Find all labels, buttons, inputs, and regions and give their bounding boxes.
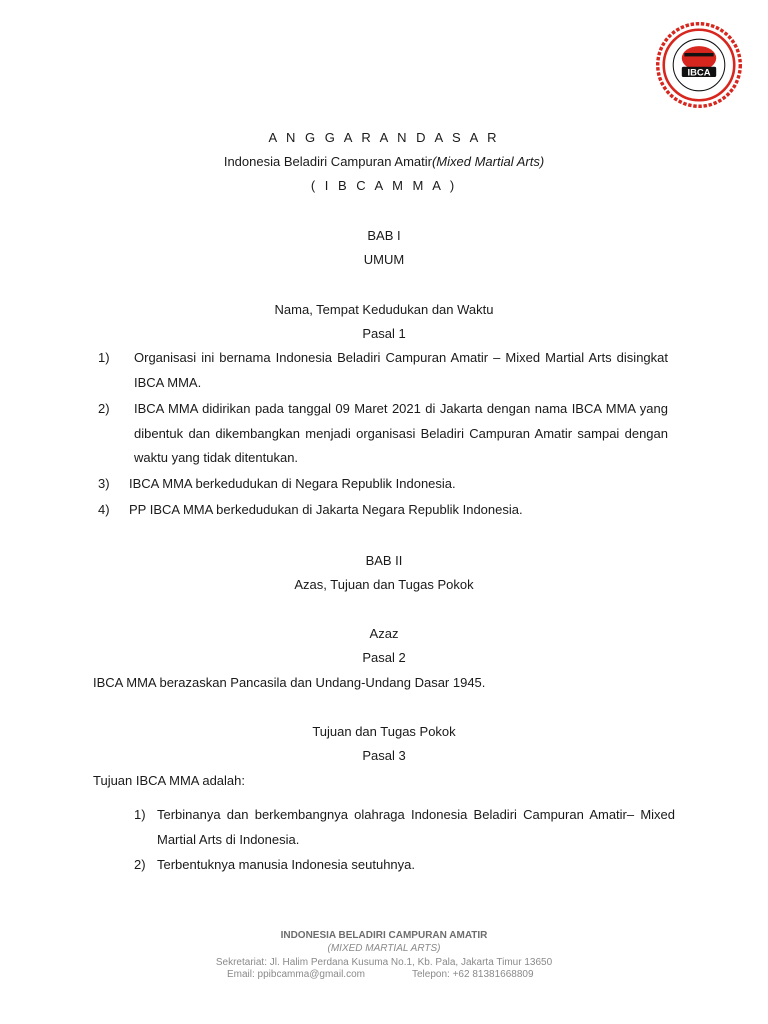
- list-item: [98, 498, 668, 523]
- footer-email: Email: ppibcamma@gmail.com: [227, 969, 365, 980]
- org-name: [0, 154, 768, 170]
- list-item-text: Terbinanya dan berkembangnya olahraga Indonesia Beladiri Campuran Amatir– Mixed Martial Arts di Indonesia.: [157, 807, 675, 847]
- footer-contact-row: [0, 969, 768, 982]
- pasal3-label: Pasal 3: [362, 748, 406, 763]
- pasal2-label: Pasal 2: [362, 650, 406, 665]
- footer-org-sub: (MIXED MARTIAL ARTS): [327, 943, 441, 954]
- list-item: [98, 346, 668, 396]
- list-item-text: PP IBCA MMA berkedudukan di Jakarta Negara Republik Indonesia.: [129, 502, 523, 517]
- list-item-number: 1): [98, 350, 110, 365]
- ibca-logo-icon: [656, 22, 742, 108]
- list-item-number: 1): [134, 807, 146, 822]
- list-item-text: IBCA MMA berkedudukan di Negara Republik Indonesia.: [129, 476, 456, 491]
- list-item: [134, 853, 675, 878]
- bab2-label: BAB II: [365, 553, 403, 568]
- logo-text: IBCA: [687, 67, 711, 79]
- footer-address: Sekretariat: Jl. Halim Perdana Kusuma No.1, Kb. Pala, Jakarta Timur 13650: [215, 957, 553, 968]
- pasal3-intro: Tujuan IBCA MMA adalah:: [93, 773, 245, 788]
- list-item: [98, 472, 668, 497]
- org-name-italic: (Mixed Martial Arts): [431, 154, 545, 169]
- list-item-number: 2): [134, 857, 146, 872]
- bab1-section-title: Nama, Tempat Kedudukan dan Waktu: [274, 302, 494, 317]
- list-item-number: 4): [98, 502, 110, 517]
- pasal1-label: Pasal 1: [362, 326, 406, 341]
- list-item-text: Organisasi ini bernama Indonesia Beladiri Campuran Amatir – Mixed Martial Arts disingkat IBCA MMA.: [134, 350, 668, 390]
- bab1-label: BAB I: [367, 228, 401, 243]
- footer-org-name: INDONESIA BELADIRI CAMPURAN AMATIR: [280, 930, 488, 941]
- list-item-text: Terbentuknya manusia Indonesia seutuhnya.: [157, 857, 416, 872]
- azaz-title: Azaz: [369, 626, 399, 641]
- list-item-number: 2): [98, 401, 110, 416]
- bab1-title: UMUM: [363, 252, 405, 267]
- org-abbrev: ( I B C A M M A ): [310, 178, 458, 193]
- list-item-number: 3): [98, 476, 110, 491]
- footer-phone: Telepon: +62 81381668809: [412, 969, 534, 980]
- list-item: [98, 397, 668, 471]
- list-item: [134, 803, 675, 853]
- pasal2-text: IBCA MMA berazaskan Pancasila dan Undang-Undang Dasar 1945.: [93, 675, 486, 690]
- list-item-text: IBCA MMA didirikan pada tanggal 09 Maret 2021 di Jakarta dengan nama IBCA MMA yang dibentuk dan dikembangkan menjadi organisasi Beladiri Campuran Amatir sampai dengan waktu yang tidak ditentukan.: [134, 401, 668, 465]
- bab2-title: Azas, Tujuan dan Tugas Pokok: [294, 577, 474, 592]
- org-name-main: Indonesia Beladiri Campuran Amatir: [223, 154, 432, 169]
- tujuan-title: Tujuan dan Tugas Pokok: [312, 724, 456, 739]
- document-title: A N G G A R A N D A S A R: [268, 130, 500, 145]
